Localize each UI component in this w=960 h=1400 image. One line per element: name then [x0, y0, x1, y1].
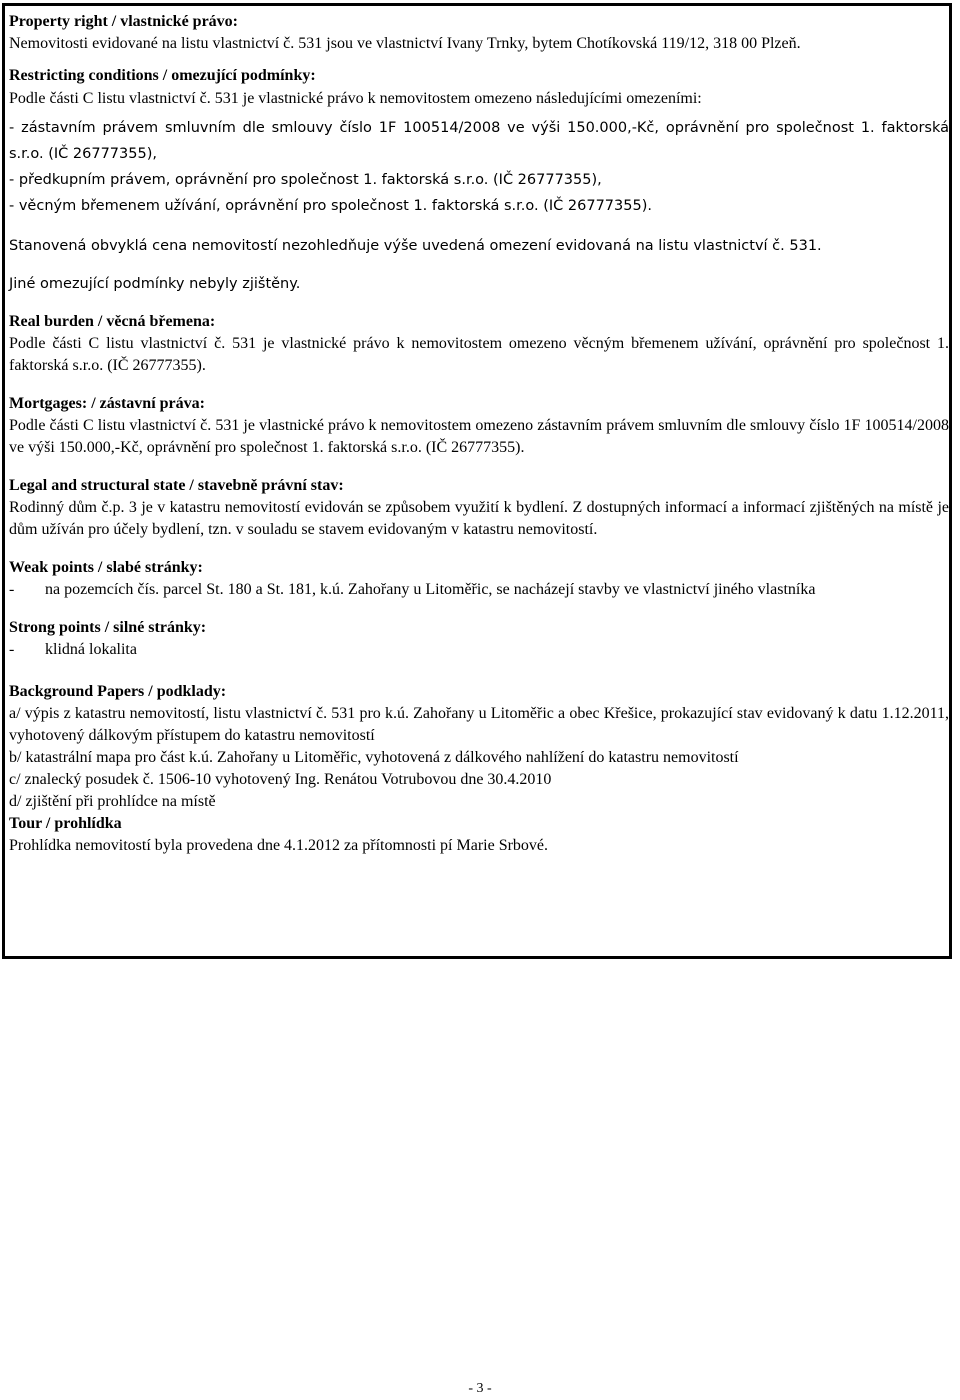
- background-item: c/ znalecký posudek č. 1506-10 vyhotovený Ing. Renátou Votrubovou dne 30.4.2010: [9, 771, 552, 788]
- document-content: [9, 11, 949, 857]
- background-item: a/ výpis z katastru nemovitostí, listu vlastnictví č. 531 pro k.ú. Zahořany u Litoměřic a obec Křešice, prokazující stav evidovaný k datu 1.12.2011, vyhotovený dálkovým přístupem do katastru nemovitostí: [9, 705, 949, 744]
- background-item: d/ zjištění při prohlídce na místě: [9, 793, 216, 810]
- strong-points-section: [9, 617, 949, 661]
- strong-points-heading: Strong points / silné stránky:: [9, 619, 207, 636]
- property-right-text: Nemovitosti evidované na listu vlastnictví č. 531 jsou ve vlastnictví Ivany Trnky, bytem Chotíkovská 119/12, 318 00 Plzeň.: [9, 35, 801, 52]
- background-heading: Background Papers / podklady:: [9, 683, 227, 700]
- restricting-section: [9, 65, 949, 295]
- real-burden-text: Podle části C listu vlastnictví č. 531 je vlastnické právo k nemovitostem omezeno věcným břemenem užívání, oprávnění pro společnost 1. faktorská s.r.o. (IČ 26777355).: [9, 335, 949, 374]
- tour-heading: Tour / prohlídka: [9, 815, 122, 832]
- weak-points-text: na pozemcích čís. parcel St. 180 a St. 181, k.ú. Zahořany u Litoměřic, se nacházejí stavby ve vlastnictví jiného vlastníka: [45, 581, 816, 598]
- weak-points-item: [9, 579, 949, 601]
- property-right-section: [9, 11, 949, 55]
- restricting-intro: Podle části C listu vlastnictví č. 531 je vlastnické právo k nemovitostem omezeno následujícími omezeními:: [9, 90, 702, 107]
- mortgages-section: [9, 393, 949, 459]
- restricting-note: Stanovená obvyklá cena nemovitostí nezohledňuje výše uvedená omezení evidovaná na listu vlastnictví č. 531.: [9, 238, 822, 254]
- restricting-heading: Restricting conditions / omezující podmínky:: [9, 67, 316, 84]
- restricting-other: Jiné omezující podmínky nebyly zjištěny.: [9, 276, 301, 292]
- restricting-item: - předkupním právem, oprávnění pro společnost 1. faktorská s.r.o. (IČ 26777355),: [9, 172, 602, 188]
- background-item: b/ katastrální mapa pro část k.ú. Zahořany u Litoměřic, vyhotovená z dálkového nahlížení do katastru nemovitostí: [9, 749, 739, 766]
- strong-points-text: klidná lokalita: [45, 641, 137, 658]
- weak-points-heading: Weak points / slabé stránky:: [9, 559, 203, 576]
- legal-state-text: Rodinný dům č.p. 3 je v katastru nemovitostí evidován se způsobem využití k bydlení. Z dostupných informací a informací zjištěných na místě je dům užíván pro účely bydlení, tzn. v souladu se stavem evidovaným v katastru nemovitostí.: [9, 499, 949, 538]
- tour-section: [9, 813, 949, 857]
- property-right-heading: Property right / vlastnické právo:: [9, 13, 239, 30]
- page-number: - 3 -: [468, 1381, 492, 1396]
- background-section: [9, 681, 949, 813]
- real-burden-heading: Real burden / věcná břemena:: [9, 313, 216, 330]
- restricting-item: - zástavním právem smluvním dle smlouvy číslo 1F 100514/2008 ve výši 150.000,-Kč, oprávnění pro společnost 1. faktorská s.r.o. (IČ 26777355),: [9, 120, 949, 162]
- restricting-item: - věcným břemenem užívání, oprávnění pro společnost 1. faktorská s.r.o. (IČ 26777355).: [9, 198, 652, 214]
- weak-points-section: [9, 557, 949, 601]
- legal-state-section: [9, 475, 949, 541]
- strong-points-item: [9, 639, 949, 661]
- legal-state-heading: Legal and structural state / stavebně právní stav:: [9, 477, 344, 494]
- list-dash: -: [9, 641, 15, 658]
- mortgages-heading: Mortgages: / zástavní práva:: [9, 395, 205, 412]
- mortgages-text: Podle části C listu vlastnictví č. 531 je vlastnické právo k nemovitostem omezeno zástavním právem smluvním dle smlouvy číslo 1F 100514/2008 ve výši 150.000,-Kč, oprávnění pro společnost 1. faktorská s.r.o. (IČ 26777355).: [9, 417, 949, 456]
- tour-text: Prohlídka nemovitostí byla provedena dne 4.1.2012 za přítomnosti pí Marie Srbové.: [9, 837, 549, 854]
- real-burden-section: [9, 311, 949, 377]
- list-dash: -: [9, 581, 15, 598]
